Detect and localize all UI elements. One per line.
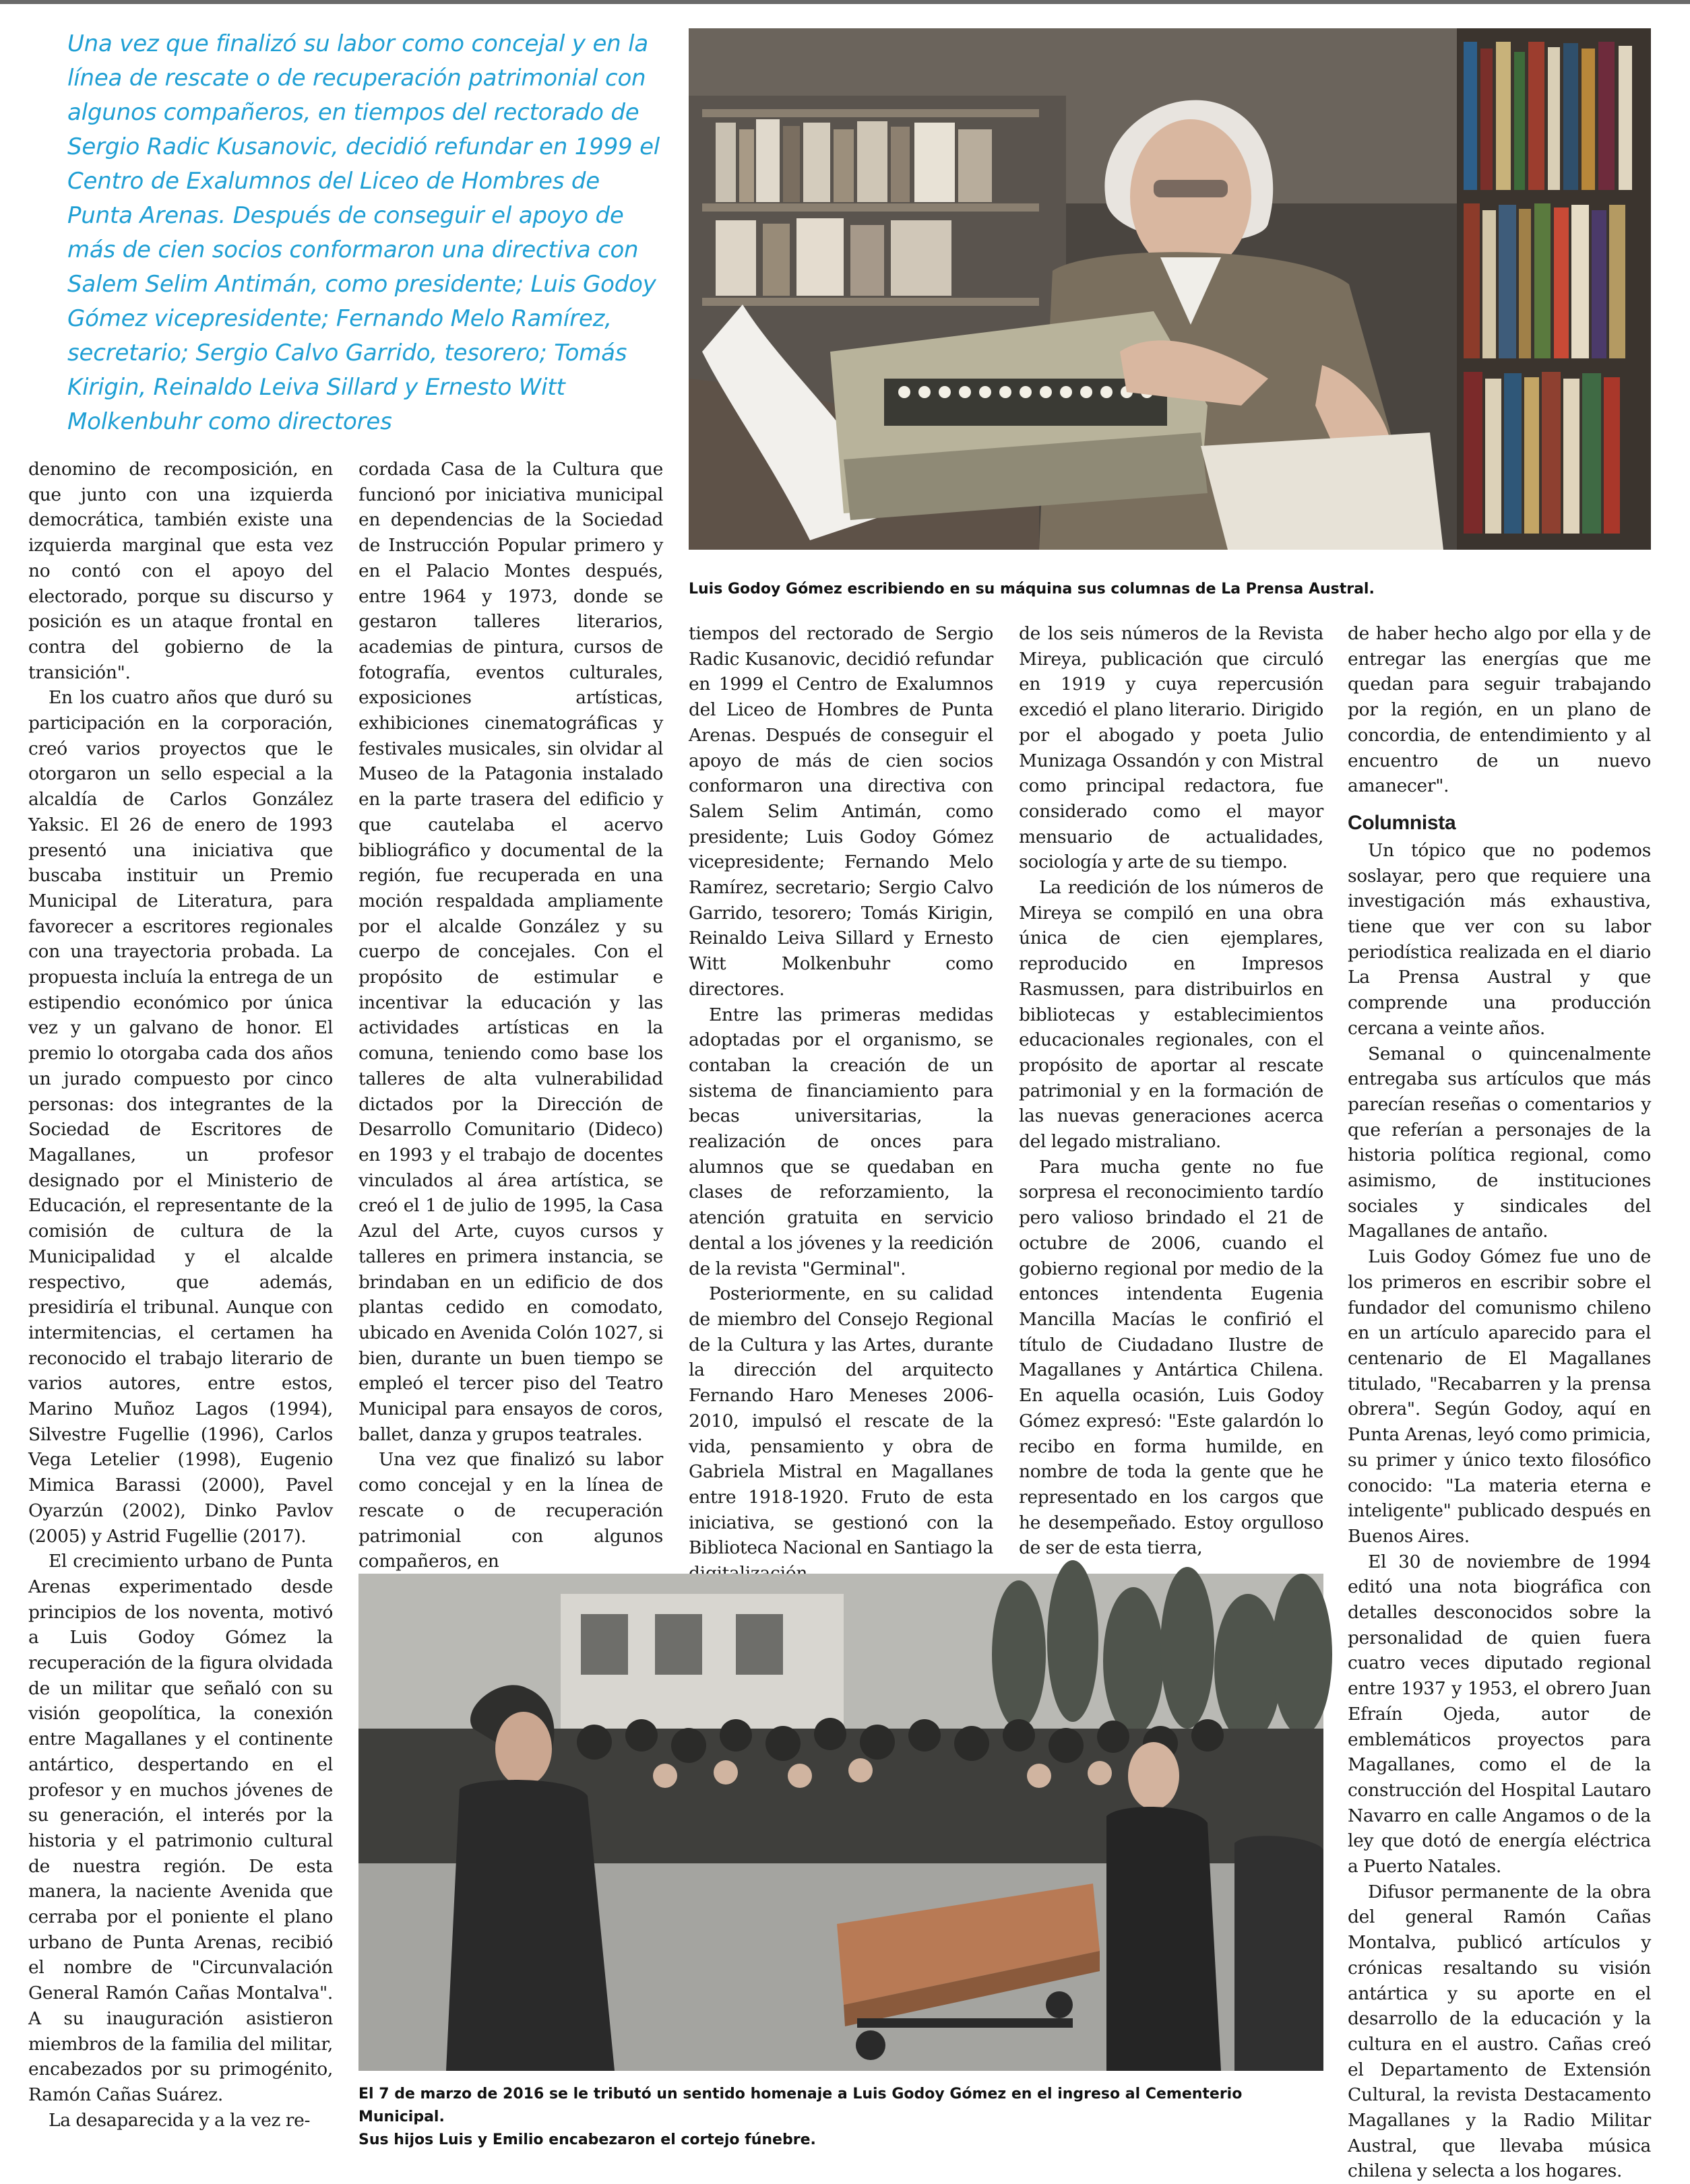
paragraph: Posteriormente, en su calidad de miembro del Consejo Regional de la Cultura y las Artes, durante la dirección del arquitecto Fernando Haro Meneses 2006-2010, impulsó el rescate de la vida, pensamiento y obra de Gabriela Mistral en Magallanes entre 1918-1920. Fruto de esta iniciativa, se gestionó con la Biblioteca Nacional en Santiago la xyxy=(689,1283,993,1559)
paragraph: denomino de recomposición, en que junto con una izquierda democrática, también existe una izquierda marginal que esta vez no contó con el apoyo del electorado, porque su discurso y posición es un ataque frontal en contra del gobierno de la transición". xyxy=(28,459,333,683)
caption-line: Sus hijos Luis y Emilio encabezaron el cortejo fúnebre. xyxy=(358,2131,816,2148)
photo-typewriter-caption: Luis Godoy Gómez escribiendo en su máquina sus columnas de La Prensa Austral. xyxy=(689,581,1375,598)
column-2 xyxy=(358,457,663,1572)
photo-funeral xyxy=(358,1574,1323,2071)
paragraph: En los cuatro años que duró su participación en la corporación, creó varios proyectos que le otorgaron un sello especial a la alcaldía de Carlos González Yaksic. El 26 de enero de 1993 presentó una iniciativa que buscaba instituir un Premio Municipal de Literatura, para favorecer a escritores regionales con una trayectoria probada. La propuesta incluía la entrega de un estipendio económico por única vez y un galvano de honor. El premio lo otorgaba cada dos años un jurado compuesto por cinco personas: dos integrantes de la Sociedad de Escritores de Magallanes, un profesor designado por el Ministerio de Educación, el representante de la comisión de cultura de la Municipalidad y el alcalde respectivo, que además, presidiría el tribunal. Aunque con intermitencias, el certamen ha reconocido el trabajo literario de varios autores, entre estos, Marino Muñoz Lagos (1994), Silvestre Fugellie (1996), Carlos Vega Letelier (1998), Eugenio Mimica Barassi (2000), Pavel Oyarzún (2002), Dinko Pavlov (2005) y Astrid Fugellie (2017). xyxy=(28,687,333,1547)
paragraph: Para mucha gente no fue sorpresa el reconocimiento tardío pero valioso brindado el 21 de octubre de 2006, cuando el gobierno regional por medio de la entonces intendenta Eugenia Mancilla Macías le confirió el título de Ciudadano Ilustre de Magallanes y Antártica Chilena. En aquella ocasión, Luis Godoy Gómez expresó: "Este galardón lo recibo en forma humilde, en nombre de toda la gente que he representado en los cargos que he desempeñado. Estoy orgulloso de ser de esta tierra, xyxy=(1019,1156,1323,1559)
paragraph: tiempos del rectorado de Sergio Radic Kusanovic, decidió refundar en 1999 el Centro de Exalumnos del Liceo de Hombres de Punta Arenas. Después de conseguir el apoyo de más de cien socios conformaron una directiva con Salem Selim Antimán, como presidente; Luis Godoy Gómez vicepresidente; Fernando Melo Ramírez, secretario; Sergio Calvo Garrido, tesorero; Tomás Kirigin, Reinaldo Leiva Sillard y Ernesto Witt Molkenbuhr como directores. xyxy=(689,623,993,1000)
caption-line: El 7 de marzo de 2016 se le tributó un sentido homenaje a Luis Godoy Gómez en el ingreso al Cementerio Municipal. xyxy=(358,2086,1243,2125)
top-rule xyxy=(0,0,1690,4)
paragraph: de haber hecho algo por ella y de entregar las energías que me quedan para seguir trabajando por la región, en un plano de concordia, de entendimiento y al encuentro de un nuevo amanecer". xyxy=(1348,623,1651,797)
column-1 xyxy=(28,457,333,2148)
paragraph: Una vez que finalizó su labor como concejal y en la línea de rescate o de recuperación patrimonial con algunos compañeros, en xyxy=(358,1449,663,1572)
paragraph: La desaparecida y a la vez re- xyxy=(49,2109,311,2131)
paragraph: de los seis números de la Revista Mireya, publicación que circuló en 1919 y cuya repercusión excedió el plano literario. Dirigido por el abogado y poeta Julio Munizaga Ossandón y con Mistral como principal redactora, fue considerado como el mayor mensuario de actualidades, sociología y arte de su tiempo. xyxy=(1019,623,1323,873)
paragraph: Luis Godoy Gómez fue uno de los primeros en escribir sobre el fundador del comunismo chileno en un artículo aparecido para el centenario de El Magallanes titulado, "Recabarren y la prensa obrera". Según Godoy, aquí en Punta Arenas, leyó como primicia, su primer y único texto filosófico conocido: "La materia eterna e inteligente" publicado después en Buenos Aires. xyxy=(1348,1246,1651,1547)
column-5 xyxy=(1348,621,1651,2182)
column-4 xyxy=(1019,621,1323,1559)
paragraph: Semanal o quincenalmente entregaba sus artículos que más parecían reseñas o comentarios y que referían a personajes de la historia política regional, como asimismo, de instituciones sociales y sindicales del Magallanes de antaño. xyxy=(1348,1043,1651,1242)
paragraph: El 30 de noviembre de 1994 editó una nota biográfica con detalles desconocidos sobre la personalidad de quien fuera cuatro veces diputado regional entre 1937 y 1953, el obrero Juan Efraín Ojeda, autor de emblemáticos proyectos para Magallanes, como el de la construcción del Hospital Lautaro Navarro en calle Angamos o de la ley que dotó de energía eléctrica a Puerto Natales. xyxy=(1348,1551,1651,1877)
paragraph: El crecimiento urbano de Punta Arenas experimentado desde principios de los noventa, motivó a Luis Godoy Gómez la recuperación de la figura olvidada de un militar que señaló con su visión geopolítica, la conexión entre Magallanes y el continente antártico, despertando en el profesor y en muchos jóvenes de su generación, el interés por la historia y el patrimonio cultural de nuestra región. De esta manera, la naciente Avenida que cerraba por el poniente el plano urbano de Punta Arenas, recibió el nombre de "Circunvalación General Ramón Cañas Montalva". A su inauguración asistieron miembros de la familia del militar, encabezados por su primogénito, Ramón Cañas Suárez. xyxy=(28,1551,333,2105)
column-3 xyxy=(689,621,993,1559)
section-heading: Columnista xyxy=(1348,811,1456,834)
photo-funeral-caption xyxy=(358,2083,1323,2152)
paragraph: Entre las primeras medidas adoptadas por el organismo, se contaban la creación de un sistema de financiamiento para becas universitarias, la realización de onces para alumnos que se quedaban en clases de reforzamiento, la atención gratuita en servicio dental a los jóvenes y la reedición de la revista "Germinal". xyxy=(689,1004,993,1279)
paragraph: La reedición de los números de Mireya se compiló en una obra única de cien ejemplares, reproducido en Impresos Rasmussen, para distribuirlos en bibliotecas y establecimientos educacionales regionales, con el propósito de aportar al rescate patrimonial y en la formación de las nuevas generaciones acerca del legado mistraliano. xyxy=(1019,877,1323,1153)
pull-quote: Una vez que finalizó su labor como concejal y en la línea de rescate o de recuperación patrimonial con algunos compañeros, en tiempos del rectorado de Sergio Radic Kusanovic, decidió refundar en 1999 el Centro de Exalumnos del Liceo de Hombres de Punta Arenas. Después de conseguir el apoyo de más de cien socios conformaron una directiva con Salem Selim Antimán, como presidente; Luis Godoy Gómez vicepresidente; Fernando Melo Ramírez, secretario; Sergio Calvo Garrido, tesorero; Tomás Kirigin, Reinaldo Leiva Sillard y Ernesto Witt Molkenbuhr como directores xyxy=(67,30,660,435)
photo-typewriter xyxy=(689,28,1651,550)
paragraph: Un tópico que no podemos soslayar, pero que requiere una investigación más exhaustiva, tiene que ver con su labor periodística realizada en el diario La Prensa Austral y que comprende una producción cercana a veinte años. xyxy=(1348,839,1651,1039)
paragraph: cordada Casa de la Cultura que funcionó por iniciativa municipal en dependencias de la Sociedad de Instrucción Popular primero y en el Palacio Montes después, entre 1964 y 1973, donde se gestaron talleres literarios, academias de pintura, cursos de fotografía, eventos culturales, exposiciones artísticas, exhibiciones cinematográficas y festivales musicales, sin olvidar al Museo de la Patagonia instalado en la parte trasera del edificio y que cautelaba el acervo bibliográfico y documental de la región, fue recuperada en una moción respaldada ampliamente por el alcalde González y su cuerpo de concejales. Con el propósito de estimular e incentivar la educación y las actividades artísticas en la comuna, teniendo como base los talleres de alta vulnerabilidad dictados por la Dirección de Desarrollo Comunitario (Dideco) en 1993 y el trabajo de docentes vinculados al área artística, se creó el 1 de julio de 1995, la Casa Azul del Arte, cuyos cursos y talleres en primera instancia, se brindaban en un edificio de dos plantas cedido en comodato, ubicado en Avenida Colón 1027, si bien, durante un buen tiempo se empleó el tercer piso del Teatro Municipal para ensayos de coros, ballet, danza y grupos teatrales. xyxy=(358,459,663,1445)
paragraph: Difusor permanente de la obra del general Ramón Cañas Montalva, publicó artículos y crónicas resaltando su visión antártica y su aporte en el desarrollo de la educación y la cultura en el austro. Cañas creó el Departamento de Extensión Cultural, la revista Destacamento Magallanes y la Radio Militar Austral, que llevaba música chilena y selecta a los hogares. xyxy=(1348,1881,1651,2182)
